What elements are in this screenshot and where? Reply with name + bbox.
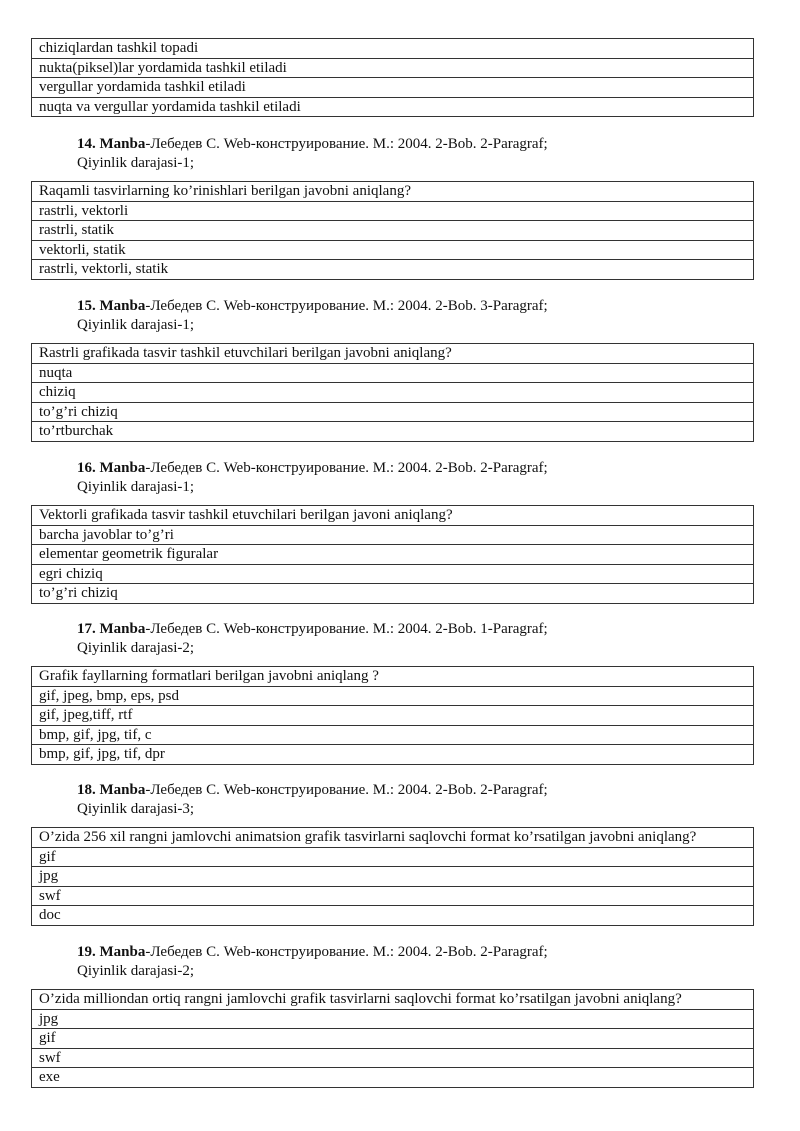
answer-option: chiziqlardan tashkil topadi bbox=[32, 39, 754, 59]
source-text: -Лебедев С. Web-конструирование. М.: 2004. 2-Bob. 2-Paragraf; bbox=[145, 136, 548, 152]
question-source bbox=[77, 135, 548, 154]
table-row bbox=[32, 564, 754, 584]
table-row bbox=[32, 745, 754, 765]
table-row bbox=[32, 58, 754, 78]
answer-option: rastrli, vektorli, statik bbox=[32, 260, 754, 280]
question-table-14 bbox=[31, 181, 754, 280]
source-text: -Лебедев С. Web-конструирование. М.: 2004. 2-Bob. 1-Paragraf; bbox=[145, 621, 548, 637]
source-label: Manba bbox=[99, 621, 146, 637]
source-text: -Лебедев С. Web-конструирование. М.: 2004. 2-Bob. 2-Paragraf; bbox=[145, 460, 548, 476]
source-label: Manba bbox=[99, 944, 146, 960]
answer-option: elementar geometrik figuralar bbox=[32, 545, 754, 565]
question-source bbox=[77, 459, 548, 478]
question-text: Rastrli grafikada tasvir tashkil etuvchilari berilgan javobni aniqlang? bbox=[32, 344, 754, 364]
answer-option: rastrli, statik bbox=[32, 221, 754, 241]
question-table-19 bbox=[31, 989, 754, 1088]
question-text: O’zida milliondan ortiq rangni jamlovchi grafik tasvirlarni saqlovchi format ko’rsatilgan javobni aniqlang? bbox=[32, 990, 754, 1010]
source-text: -Лебедев С. Web-конструирование. М.: 2004. 2-Bob. 2-Paragraf; bbox=[145, 782, 548, 798]
difficulty-level: Qiyinlik darajasi-2; bbox=[77, 640, 195, 656]
table-row bbox=[32, 1009, 754, 1029]
answer-option: jpg bbox=[32, 1009, 754, 1029]
answer-option: exe bbox=[32, 1068, 754, 1088]
table-row bbox=[32, 402, 754, 422]
source-text: -Лебедев С. Web-конструирование. М.: 2004. 2-Bob. 2-Paragraf; bbox=[145, 944, 548, 960]
table-row bbox=[32, 182, 754, 202]
source-label: Manba bbox=[99, 782, 146, 798]
question-number: 18. bbox=[77, 782, 96, 798]
question-text: Vektorli grafikada tasvir tashkil etuvchilari berilgan javoni aniqlang? bbox=[32, 506, 754, 526]
question-text: O’zida 256 xil rangni jamlovchi animatsion grafik tasvirlarni saqlovchi format ko’rsatilgan javobni aniqlang? bbox=[32, 828, 754, 848]
question-number: 16. bbox=[77, 460, 96, 476]
table-row bbox=[32, 260, 754, 280]
difficulty-level: Qiyinlik darajasi-3; bbox=[77, 801, 195, 817]
table-row bbox=[32, 828, 754, 848]
table-row bbox=[32, 886, 754, 906]
question-source bbox=[77, 943, 548, 962]
answer-option: gif bbox=[32, 1029, 754, 1049]
answer-option: jpg bbox=[32, 867, 754, 887]
table-row bbox=[32, 867, 754, 887]
answer-option: nuqta bbox=[32, 363, 754, 383]
answer-option: rastrli, vektorli bbox=[32, 201, 754, 221]
question-table-15 bbox=[31, 343, 754, 442]
source-label: Manba bbox=[99, 136, 146, 152]
question-table-18 bbox=[31, 827, 754, 926]
question-source bbox=[77, 620, 548, 639]
answer-option: to’g’ri chiziq bbox=[32, 584, 754, 604]
table-row bbox=[32, 240, 754, 260]
difficulty-level: Qiyinlik darajasi-1; bbox=[77, 479, 195, 495]
answer-option: bmp, gif, jpg, tif, c bbox=[32, 725, 754, 745]
question-source bbox=[77, 781, 548, 800]
answer-option: vergullar yordamida tashkil etiladi bbox=[32, 78, 754, 98]
table-row bbox=[32, 344, 754, 364]
answer-option: vektorli, statik bbox=[32, 240, 754, 260]
table-row bbox=[32, 847, 754, 867]
table-row bbox=[32, 97, 754, 117]
question-source bbox=[77, 297, 548, 316]
table-row bbox=[32, 545, 754, 565]
answer-option: to’g’ri chiziq bbox=[32, 402, 754, 422]
answer-option: gif, jpeg, bmp, eps, psd bbox=[32, 686, 754, 706]
table-row bbox=[32, 39, 754, 59]
answer-option: doc bbox=[32, 906, 754, 926]
table-row bbox=[32, 422, 754, 442]
answer-option: nukta(piksel)lar yordamida tashkil etiladi bbox=[32, 58, 754, 78]
question-number: 14. bbox=[77, 136, 96, 152]
difficulty-level: Qiyinlik darajasi-1; bbox=[77, 317, 195, 333]
table-row bbox=[32, 667, 754, 687]
table-row bbox=[32, 906, 754, 926]
answer-option: swf bbox=[32, 1048, 754, 1068]
question-number: 17. bbox=[77, 621, 96, 637]
table-row bbox=[32, 1029, 754, 1049]
question-number: 15. bbox=[77, 298, 96, 314]
answer-option: gif bbox=[32, 847, 754, 867]
question-text: Grafik fayllarning formatlari berilgan javobni aniqlang ? bbox=[32, 667, 754, 687]
answer-option: swf bbox=[32, 886, 754, 906]
question-table-17 bbox=[31, 666, 754, 765]
table-row bbox=[32, 363, 754, 383]
answer-option: egri chiziq bbox=[32, 564, 754, 584]
table-row bbox=[32, 686, 754, 706]
table-row bbox=[32, 584, 754, 604]
table-row bbox=[32, 201, 754, 221]
question-table-16 bbox=[31, 505, 754, 604]
source-label: Manba bbox=[99, 460, 146, 476]
table-row bbox=[32, 1048, 754, 1068]
table-row bbox=[32, 990, 754, 1010]
answer-option: to’rtburchak bbox=[32, 422, 754, 442]
table-row bbox=[32, 725, 754, 745]
table-row bbox=[32, 383, 754, 403]
difficulty-level: Qiyinlik darajasi-1; bbox=[77, 155, 195, 171]
question-text: Raqamli tasvirlarning ko’rinishlari berilgan javobni aniqlang? bbox=[32, 182, 754, 202]
table-row bbox=[32, 525, 754, 545]
answer-option: bmp, gif, jpg, tif, dpr bbox=[32, 745, 754, 765]
answer-option: gif, jpeg,tiff, rtf bbox=[32, 706, 754, 726]
answer-option: nuqta va vergullar yordamida tashkil etiladi bbox=[32, 97, 754, 117]
table-row bbox=[32, 221, 754, 241]
source-label: Manba bbox=[99, 298, 146, 314]
question-number: 19. bbox=[77, 944, 96, 960]
answer-table-13 bbox=[31, 38, 754, 117]
table-row bbox=[32, 506, 754, 526]
table-row bbox=[32, 706, 754, 726]
table-row bbox=[32, 78, 754, 98]
difficulty-level: Qiyinlik darajasi-2; bbox=[77, 963, 195, 979]
source-text: -Лебедев С. Web-конструирование. М.: 2004. 2-Bob. 3-Paragraf; bbox=[145, 298, 548, 314]
answer-option: barcha javoblar to’g’ri bbox=[32, 525, 754, 545]
answer-option: chiziq bbox=[32, 383, 754, 403]
table-row bbox=[32, 1068, 754, 1088]
